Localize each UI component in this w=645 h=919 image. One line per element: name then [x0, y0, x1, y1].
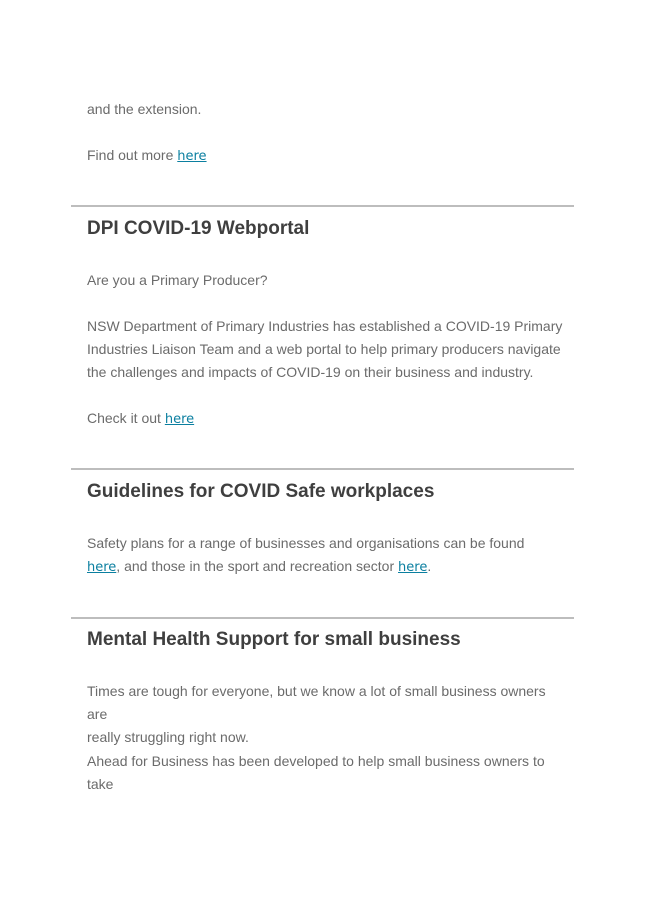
guidelines-line-1: Safety plans for a range of businesses and organisations can be found: [87, 535, 525, 551]
continuation-text: and the extension.: [87, 101, 202, 117]
guidelines-middle-text: , and those in the sport and recreation sector: [116, 558, 399, 574]
dpi-description-line-2: Industries Liaison Team and a web portal to help primary producers navigate: [87, 341, 561, 357]
mental-health-paragraph-1: [87, 680, 567, 749]
find-out-more-link[interactable]: here: [177, 149, 207, 164]
check-it-out-text: Check it out: [87, 410, 165, 426]
ahead-for-business-paragraph: [87, 750, 567, 796]
mental-health-section-title: Mental Health Support for small business: [87, 629, 461, 650]
guidelines-paragraph: [87, 532, 567, 579]
dpi-description-paragraph: [87, 315, 567, 384]
check-it-out-link[interactable]: here: [164, 412, 195, 427]
find-out-more-text: Find out more: [87, 147, 178, 163]
section-divider-2: [71, 468, 574, 470]
dpi-section-title: DPI COVID-19 Webportal: [87, 218, 310, 239]
mental-health-line-1: Times are tough for everyone, but we know a lot of small business owners are: [87, 683, 546, 722]
section-divider-1: [71, 205, 574, 207]
primary-producer-text: Are you a Primary Producer?: [87, 272, 268, 288]
guidelines-end-text: .: [427, 558, 432, 574]
section-divider-3: [71, 617, 574, 619]
dpi-description-line-1: NSW Department of Primary Industries has established a COVID-19 Primary: [87, 318, 563, 334]
primary-producer-question: [87, 269, 567, 292]
mental-health-line-2: really struggling right now.: [87, 729, 249, 745]
find-out-more-paragraph: [87, 144, 567, 168]
ahead-for-business-line-1: Ahead for Business has been developed to help small business owners to take: [87, 753, 545, 792]
dpi-description-line-3: the challenges and impacts of COVID-19 on their business and industry.: [87, 364, 534, 380]
guidelines-section-title: Guidelines for COVID Safe workplaces: [87, 481, 435, 502]
safety-plans-link[interactable]: here: [87, 560, 117, 575]
sport-recreation-link[interactable]: here: [398, 560, 428, 575]
check-it-out-paragraph: [87, 407, 567, 431]
continuation-paragraph: [87, 98, 567, 121]
